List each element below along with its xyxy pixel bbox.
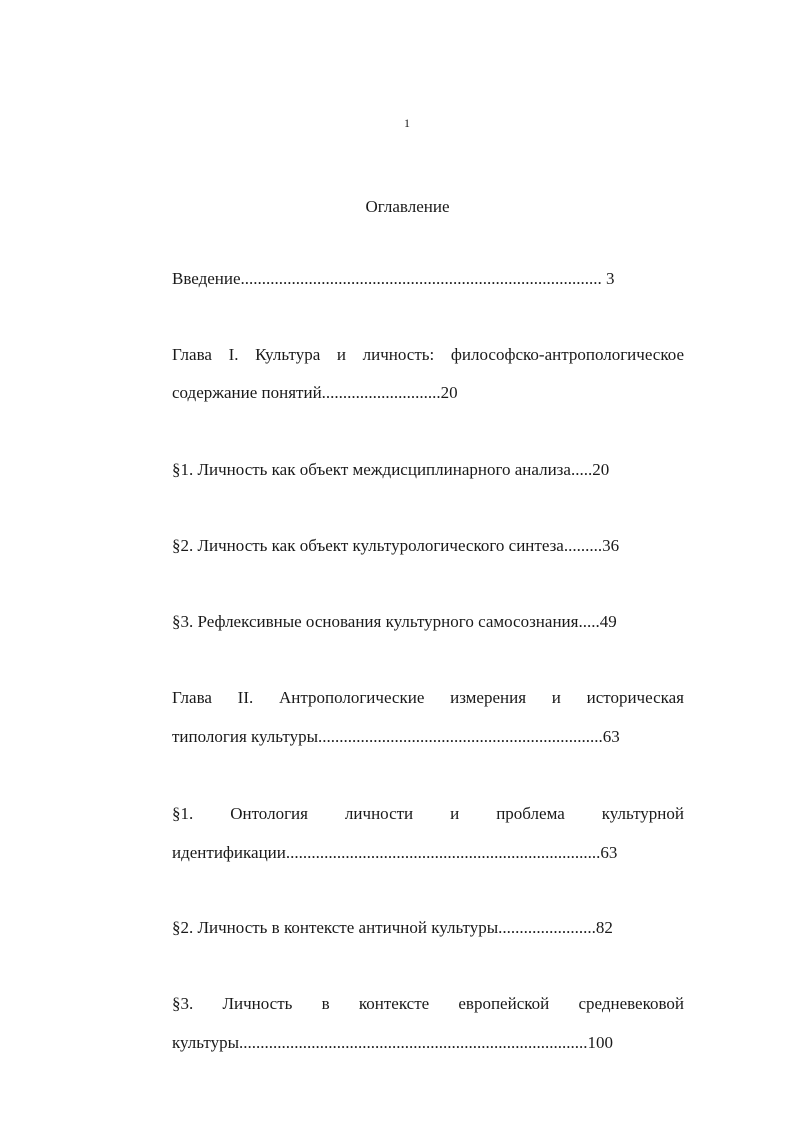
- toc-entry-chapter-2-line-2: типология культуры...................................................................63: [172, 727, 620, 746]
- toc-entry-chapter-2-section-1-line-2: идентификации..........................................................................63: [172, 843, 618, 862]
- toc-entry-chapter-1-section-1: §1. Личность как объект междисциплинарного анализа.....20: [172, 460, 610, 479]
- page-title: Оглавление: [365, 197, 450, 216]
- toc-entry-chapter-2-line-1: Глава II. Антропологические измерения и историческая: [172, 688, 684, 707]
- toc-entry-chapter-1-section-2: §2. Личность как объект культурологического синтеза.........36: [172, 536, 620, 555]
- toc-entry-chapter-2-section-3-line-2: культуры..................................................................................100: [172, 1033, 613, 1052]
- toc-entry-introduction: Введение..................................................................................... 3: [172, 269, 615, 288]
- toc-entry-chapter-1-line-2: содержание понятий............................20: [172, 383, 458, 402]
- toc-entry-chapter-1-line-1: Глава I. Культура и личность: философско-антропологическое: [172, 345, 684, 364]
- toc-entry-chapter-2-section-2: §2. Личность в контексте античной культуры.......................82: [172, 918, 613, 937]
- toc-entry-chapter-1-section-3: §3. Рефлексивные основания культурного самосознания.....49: [172, 612, 617, 631]
- toc-entry-chapter-2-section-1-line-1: §1. Онтология личности и проблема культурной: [172, 804, 684, 823]
- toc-entry-chapter-2-section-3-line-1: §3. Личность в контексте европейской средневековой: [172, 994, 684, 1013]
- page-number: 1: [404, 116, 410, 130]
